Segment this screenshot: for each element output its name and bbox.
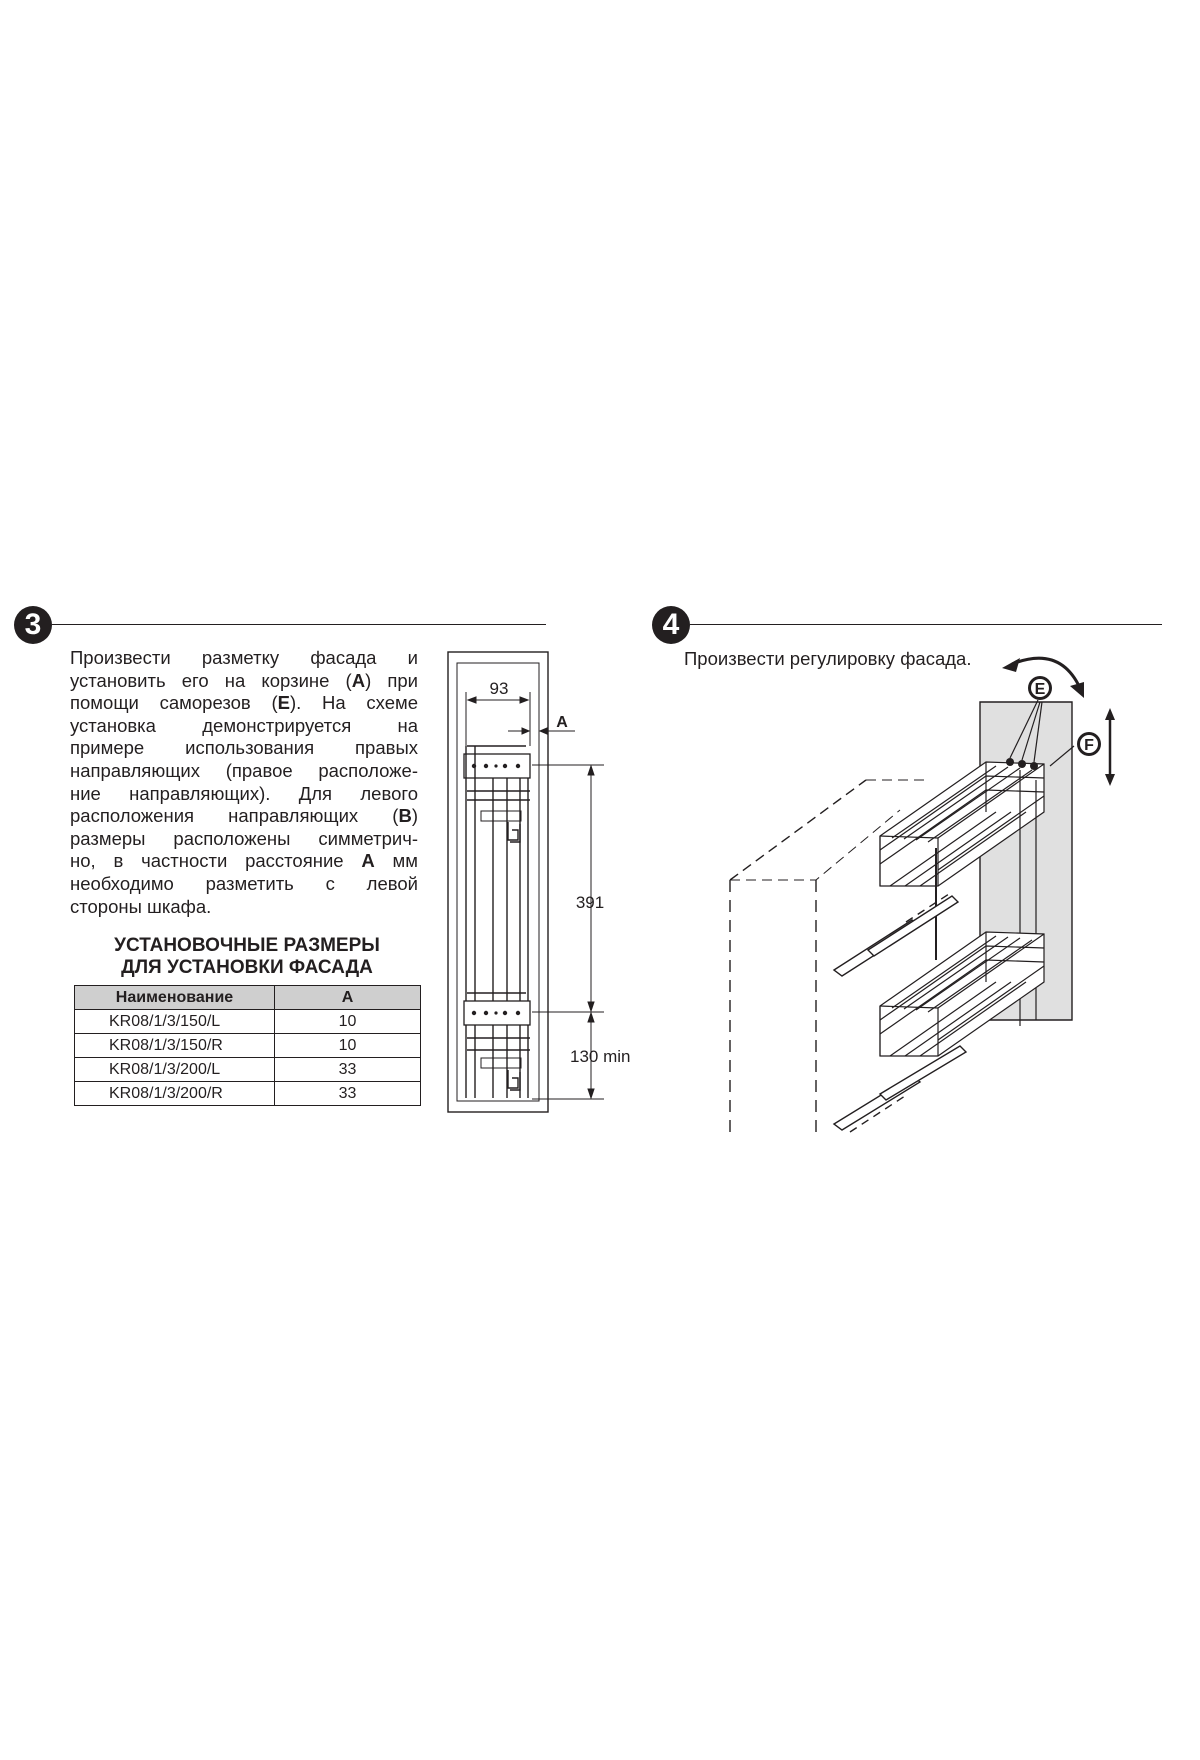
table-row: KR08/1/3/200/L 33 [75, 1058, 421, 1082]
column-header-a: A [275, 986, 421, 1010]
instruction-line: Произвести разметку фасада и [70, 647, 418, 668]
instruction-line: примере использования правых [70, 737, 418, 759]
table-row: KR08/1/3/150/L 10 [75, 1010, 421, 1034]
instruction-line: помощи саморезов (E). На схеме [70, 692, 418, 714]
instruction-line: ние направляющих). Для левого [70, 782, 418, 804]
label-f-badge [1077, 732, 1101, 756]
instruction-line: стороны шкафа. [70, 895, 212, 917]
dim-label-width: 93 [489, 679, 509, 698]
instruction-line: расположения направляющих (B) [70, 805, 418, 827]
step-3-badge: 3 [14, 606, 52, 644]
upper-slide [834, 892, 958, 976]
dim-label-a: A [556, 714, 568, 731]
instruction-line: установить его на корзине (A) при [70, 669, 419, 691]
dim-label-min: 130 min [570, 1047, 631, 1066]
svg-text:F: F [1084, 737, 1094, 754]
table-row: KR08/1/3/150/R 10 [75, 1034, 421, 1058]
step-4-badge: 4 [652, 606, 690, 644]
table-title: УСТАНОВОЧНЫЕ РАЗМЕРЫ ДЛЯ УСТАНОВКИ ФАСАДА [114, 935, 380, 978]
column-header-name: Наименование [75, 986, 275, 1010]
table-row: KR08/1/3/200/R 33 [75, 1082, 421, 1106]
instruction-line: необходимо разметить с левой [70, 872, 418, 894]
svg-text:E: E [1034, 681, 1046, 698]
vertical-adjust-arrow-icon [1105, 708, 1115, 786]
lower-basket [880, 932, 1044, 1056]
instruction-line: размеры расположены симметрич- [70, 827, 418, 849]
label-e-badge [1028, 676, 1052, 700]
lower-slide [834, 1046, 966, 1132]
instruction-line: но, в частности расстояние A мм [70, 850, 418, 872]
dim-label-height: 391 [575, 893, 605, 912]
step-4-instruction: Произвести регулировку фасада. [684, 648, 972, 669]
instruction-line: установка демонстрируется на [70, 714, 418, 736]
instruction-line: направляющих (правое расположе- [70, 759, 418, 781]
